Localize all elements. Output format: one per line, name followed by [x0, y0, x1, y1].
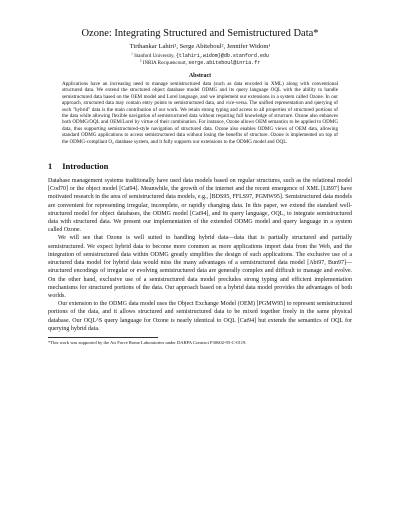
affiliation-marker: 2 [139, 58, 142, 63]
body-paragraph-2: We will see that Ozone is well suited to handling hybrid data—data that is partially structured and partially semistructured. We expect hybrid data to become more common as more applications import data from the Web, and the integration of semistructured data within ODMG greatly simplifies the design of such applications. The exclusive use of a structured data model for hybrid data would miss the many advantages of a semistructured data model [Abi97, Bun97]—structured encodings of irregular or evolving semistructured data are generally complex and difficult to manage and evolve. On the other hand, exclusive use of a semistructured data model precludes strong typing and efficient implementation mechanisms for structured portions of the data. Our approach based on a hybrid data model provides the advantages of both worlds. [48, 235, 352, 299]
abstract-text: Applications have an increasing need to manage semistructured data (such as data encoded in XML) along with conventional structured data. We extend the structured object database model ODMG and its query language OQL with the ability to handle semistructured data based on the OEM model and Lorel language, and we implement our extensions in a system called Ozone. In our approach, structured data may contain entry points to semistructured data, and vice-versa. The unified representation and querying of such "hybrid" data is the main contribution of our work. We retain strong typing and access to all properties of structured portions of the data while allowing flexible navigation of semistructured data without requiring full knowledge of structure. Ozone also enhances both ODMG/OQL and OEM/Lorel by virtue of their combination. For instance, Ozone allows OEM semantics to be applied to ODMG data, thus supporting semistructured-style navigation of structured data. Ozone also enables ODMG views of OEM data, allowing standard ODMG applications to access semistructured data without losing the benefits of structure. Ozone is implemented on top of the ODMG-compliant O₂ database system, and it fully supports our extensions to the ODMG model and OQL. [62, 81, 338, 145]
footnote-rule [48, 337, 158, 338]
affiliation-email: serge.abiteboul@inria.fr [188, 60, 261, 66]
affiliation-text: Stanford University, [134, 54, 176, 59]
section-title: Introduction [62, 161, 109, 172]
author-list: Tirthankar Lahiri¹, Serge Abiteboul², Jennifer Widom¹ [129, 43, 271, 50]
affiliation-email: {tlahiri,widom}@db.stanford.edu [175, 53, 269, 59]
paper-title: Ozone: Integrating Structured and Semistructured Data* [81, 28, 319, 39]
abstract-heading: Abstract [188, 73, 212, 79]
body-paragraph-3: Our extension to the ODMG data model uses the Object Exchange Model (OEM) [PGMW95] to represent semistructured portions of the data, and it allows structured and semistructured data to be mixed together freely in the same physical database. Our OQL^S query language for Ozone is nearly identical to OQL [Cat94] but extends the semantics of OQL for querying hybrid data. [48, 301, 352, 332]
section-number: 1 [48, 161, 53, 172]
affiliation-text: INRIA Rocquencourt, [142, 61, 189, 66]
section-heading [48, 161, 352, 171]
affiliation-2 [48, 60, 352, 67]
footnote: *This work was supported by the Air Force Rome Laboratories under DARPA Contract F30602-95-C-0119. [48, 339, 247, 345]
affiliation-marker: 1 [131, 51, 133, 56]
body-paragraph-1: Database management systems traditionally have used data models based on regular structures, such as the relational model [Cod70] or the object model [Cat94]. Meanwhile, the growth of the internet and the recent emergence of XML [LB97] have motivated research in the area of semistructured data models, e.g., [BDS95, FFLS97, PGMW95]. Semistructured data models are convenient for representing irregular, incomplete, or rapidly changing data. In this paper, we extend the standard well-structured model for object databases, the ODMG model [Cat94], and its query language, OQL, to integrate semistructured data with structured data. We present our implementation of the extended ODMG model and query language in a system called Ozone. [48, 178, 352, 234]
